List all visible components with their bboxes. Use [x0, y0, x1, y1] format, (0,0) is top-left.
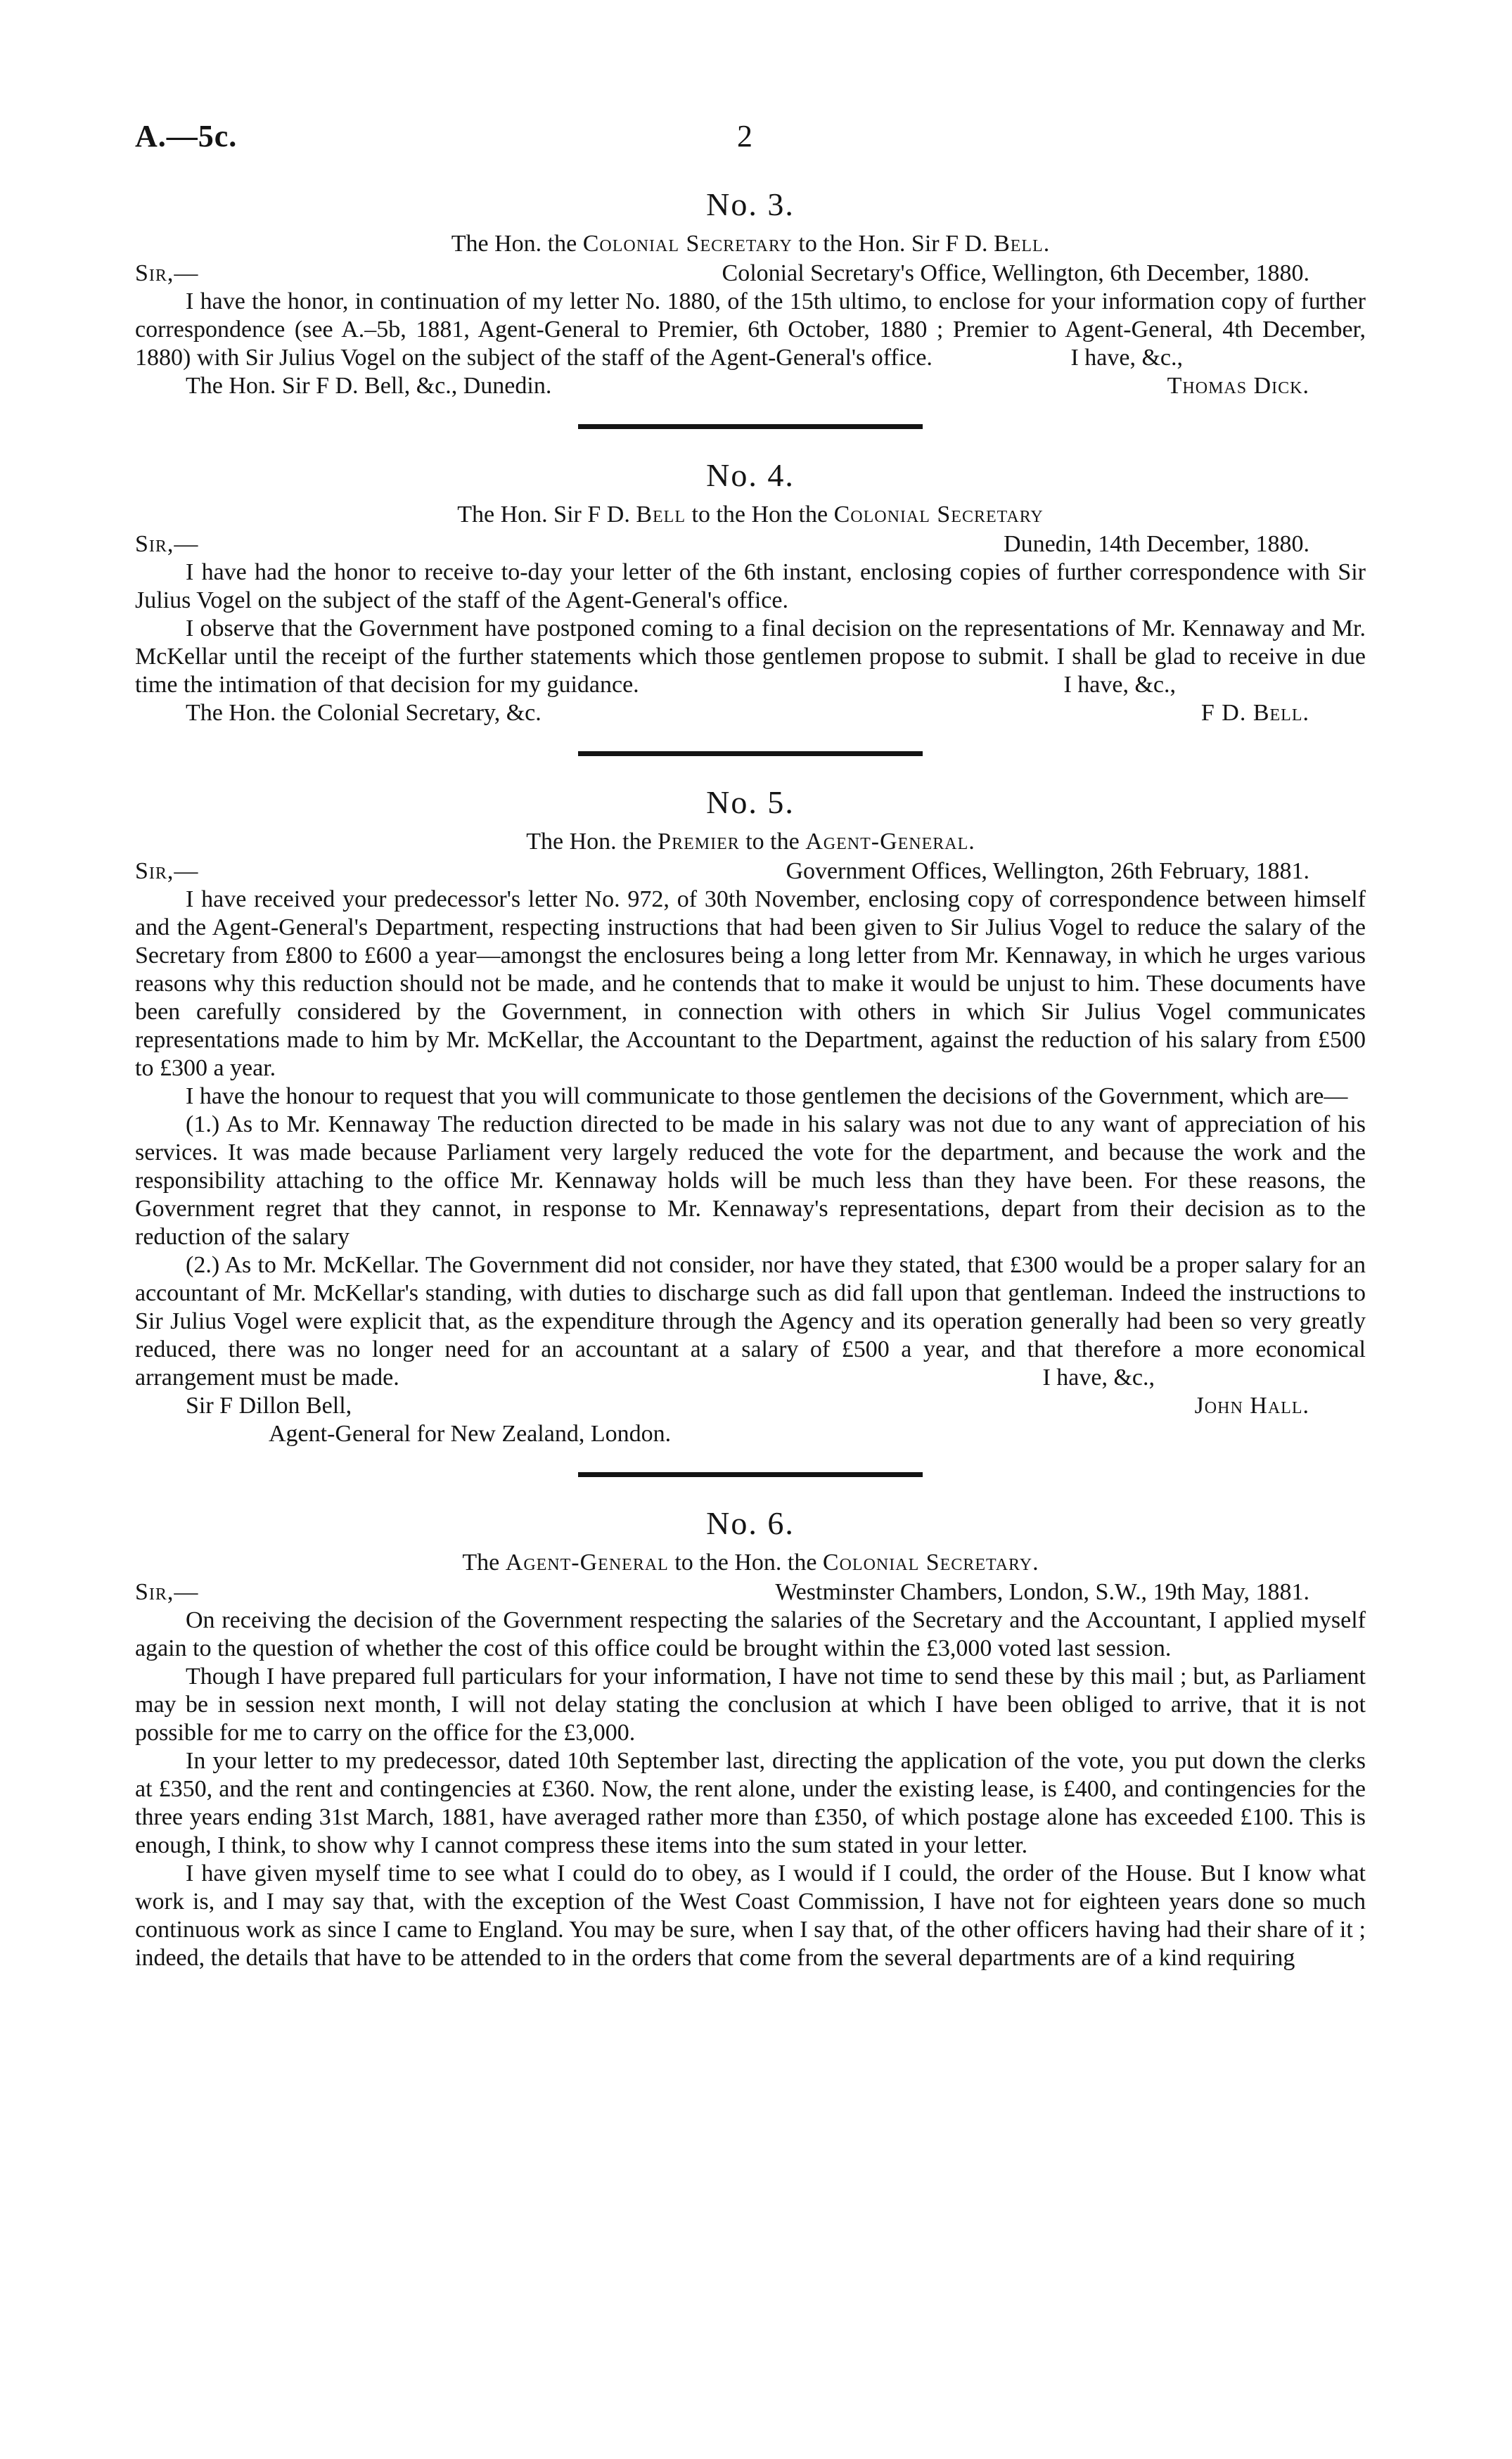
paragraph: I have received your predecessor's letter No. 972, of 30th November, enclosing copy of correspondence between himself and the Agent-General's Department, respecting instructions that had been given to Sir Julius Vogel to reduce the salary of the Secretary from £800 to £600 a year—amongst the enclosures being a long letter from Mr. Kennaway, in which he urges various reasons why this reduction should not be made, and he contends that to make it would be unjust to him. These documents have been carefully considered by the Government, in connection with others in which Sir Julius Vogel communicates representations made to him by Mr. McKellar, the Accountant to the Department, against the reduction of his salary from £500 to £300 a year.: [135, 886, 1366, 1081]
place-date: Colonial Secretary's Office, Wellington, 6th December, 1880.: [722, 260, 1309, 286]
paragraph-item-2: (2.) As to Mr. McKellar. The Government did not consider, nor have they stated, that £300 would be a proper salary for an accountant of Mr. McKellar's standing, with duties to discharge such as did fall upon that gentleman. Indeed the instructions to Sir Julius Vogel were explicit that, as the expenditure through the Agency and its operation generally had been so very greatly reduced, there was no longer need for an accountant at a salary of £500 a year, and that therefore a more economical arrangement must be made.: [135, 1252, 1366, 1391]
page-number: 2: [737, 119, 752, 153]
addressee-line: [135, 1392, 1366, 1420]
salutation-line: [135, 857, 1366, 886]
paragraph: In your letter to my predecessor, dated 10th September last, directing the application of the vote, you put down the clerks at £350, and the rent and contingencies at £360. Now, the rent alone, under the existing lease, is £400, and contingencies for the three years ending 31st March, 1881, have averaged rather more than £350, of which postage alone has exceeded £100. This is enough, I think, to show why I cannot compress these items into the sum stated in your letter.: [135, 1748, 1366, 1858]
paragraph: I have had the honor to receive to-day your letter of the 6th instant, enclosing copies of further correspondence with Sir Julius Vogel on the subject of the staff of the Agent-General's office.: [135, 559, 1366, 613]
addressee-line: [135, 699, 1366, 727]
place-date: Westminster Chambers, London, S.W., 19th May, 1881.: [775, 1579, 1309, 1605]
place-date: Government Offices, Wellington, 26th February, 1881.: [786, 858, 1309, 884]
document-reference: A.—5c.: [135, 119, 238, 153]
salutation-line: [135, 260, 1366, 288]
letter-no-3: [135, 186, 1366, 400]
paragraph: Though I have prepared full particulars for your information, I have not time to send these by this mail ; but, as Parliament may be in session next month, I will not delay stating the conclusion at which I have been obliged to arrive, that it is not possible for me to carry on the office for the £3,000.: [135, 1663, 1366, 1746]
letter-route: The Agent-General to the Hon. the Colonial Secretary.: [462, 1550, 1039, 1576]
section-divider: [578, 424, 923, 429]
letter-number: No. 3.: [706, 186, 795, 222]
paragraph: I have the honor, in continuation of my letter No. 1880, of the 15th ultimo, to enclose for your information copy of further correspondence (see A.–5b, 1881, Agent-General to Premier, 6th October, 1880 ; Premier to Agent-General, 4th December, 1880) with Sir Julius Vogel on the subject of the staff of the Agent-General's office.: [135, 288, 1366, 371]
closing: I have, &c.,: [1042, 1365, 1155, 1391]
paragraph: On receiving the decision of the Government respecting the salaries of the Secretary and the Accountant, I applied myself again to the question of whether the cost of this office could be brought within the £3,000 voted last session.: [135, 1607, 1366, 1661]
letter-no-4: [135, 457, 1366, 727]
addressee-subline: Agent-General for New Zealand, London.: [269, 1421, 672, 1447]
place-date: Dunedin, 14th December, 1880.: [1004, 531, 1309, 557]
salutation: Sir,—: [135, 858, 199, 884]
paragraph: I have given myself time to see what I could do to obey, as I would if I could, the order of the House. But I know what work is, and I may say that, with the exception of the West Coast Commission, I have not for eighteen years done so much continuous work as since I came to England. You may be sure, when I say that, of the other officers having had their share of it ; indeed, the details that have to be attended to in the orders that come from the several departments are of a kind requiring: [135, 1860, 1366, 1971]
page-header: [0, 118, 1512, 160]
section-divider: [578, 751, 923, 756]
letter-number: No. 4.: [706, 457, 795, 493]
paragraph: I have the honour to request that you will communicate to those gentlemen the decisions of the Government, which are—: [186, 1083, 1348, 1109]
salutation: Sir,—: [135, 1579, 199, 1605]
letter-route: The Hon. the Colonial Secretary to the Hon. Sir F D. Bell.: [451, 231, 1050, 257]
salutation: Sir,—: [135, 531, 199, 557]
letter-number: No. 6.: [706, 1505, 795, 1541]
letter-number: No. 5.: [706, 784, 795, 820]
document-body: [135, 186, 1366, 1972]
letter-no-6: [135, 1505, 1366, 1972]
section-divider: [578, 1472, 923, 1477]
salutation-line: [135, 1578, 1366, 1607]
addressee: The Hon. Sir F D. Bell, &c., Dunedin.: [186, 373, 552, 399]
letter-route: The Hon. the Premier to the Agent-General.: [526, 829, 975, 855]
letter-route: The Hon. Sir F D. Bell to the Hon the Colonial Secretary: [457, 502, 1044, 528]
addressee-line: [135, 372, 1366, 400]
signature: F D. Bell.: [1200, 700, 1309, 726]
addressee: Sir F Dillon Bell,: [186, 1393, 352, 1419]
signature: John Hall.: [1194, 1393, 1309, 1419]
paragraph-item-1: (1.) As to Mr. Kennaway The reduction directed to be made in his salary was not due to any want of appreciation of his services. It was made because Parliament very largely reduced the vote for the department, and because the work and the responsibility attaching to the office Mr. Kennaway holds will be much less than they have been. For these reasons, the Government regret that they cannot, in response to Mr. Kennaway's representations, depart from their decision as to the reduction of the salary: [135, 1111, 1366, 1250]
signature: Thomas Dick.: [1167, 373, 1309, 399]
paragraph: I observe that the Government have postponed coming to a final decision on the representations of Mr. Kennaway and Mr. McKellar until the receipt of the further statements which those gentlemen propose to submit. I shall be glad to receive in due time the intimation of that decision for my guidance.: [135, 615, 1366, 698]
salutation-line: [135, 530, 1366, 558]
letter-no-5: [135, 784, 1366, 1448]
salutation: Sir,—: [135, 260, 199, 286]
closing: I have, &c.,: [1070, 345, 1183, 371]
closing: I have, &c.,: [1063, 672, 1176, 698]
addressee: The Hon. the Colonial Secretary, &c.: [186, 700, 542, 726]
